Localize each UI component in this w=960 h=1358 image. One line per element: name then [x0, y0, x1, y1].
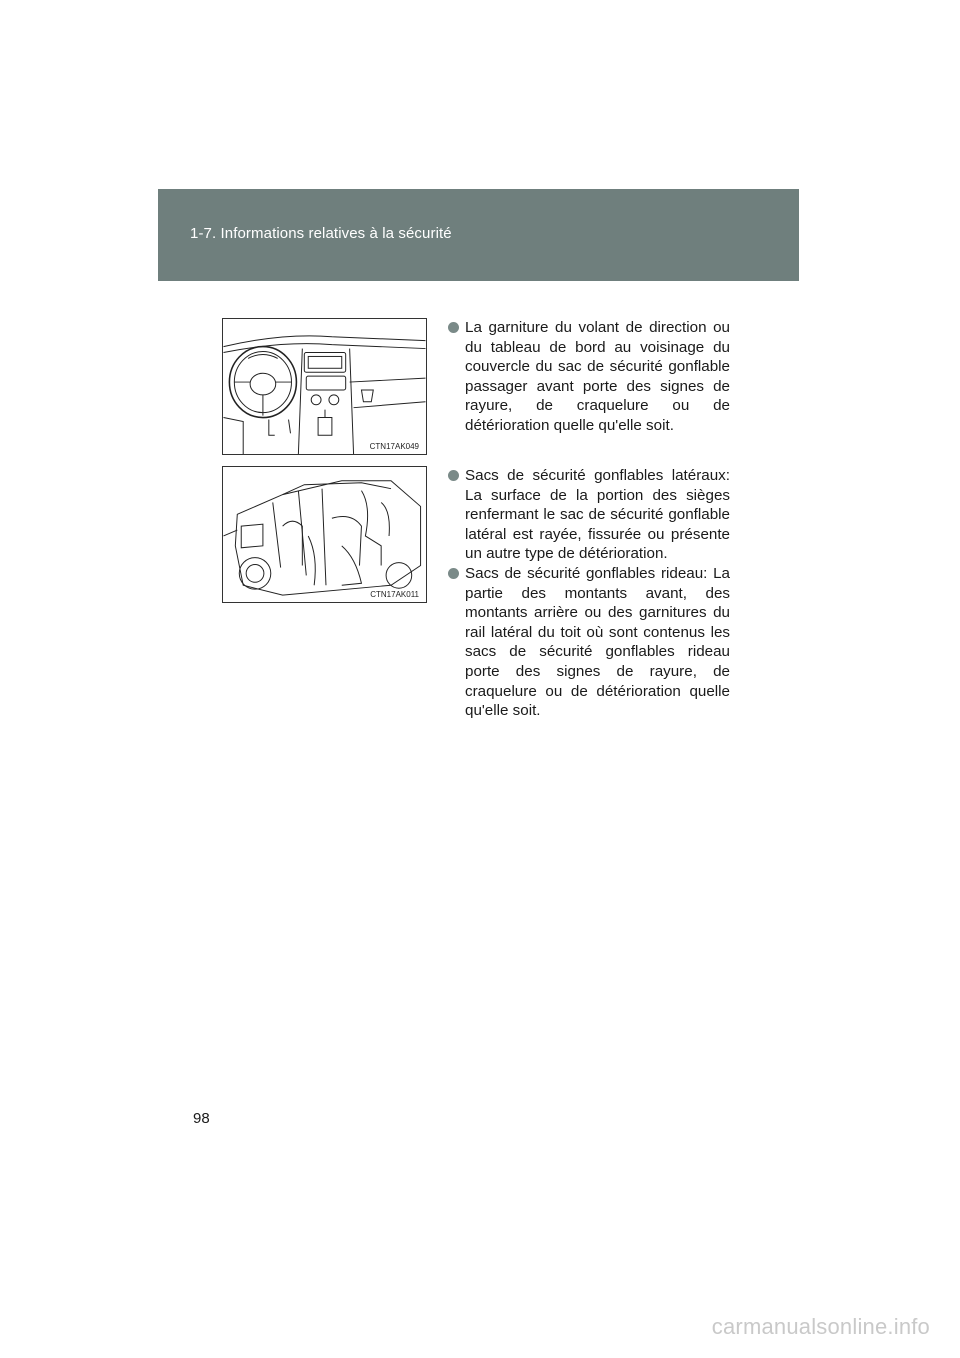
section-header-band — [158, 189, 799, 281]
bullet-text: La garniture du volant de direction ou du tableau de bord au voisinage du couvercle du sac de sécurité gonflable passager avant porte des signes de rayure, de craquelure ou de détérioration quelle qu'elle soit. — [465, 319, 730, 434]
bullet-dot-icon — [448, 568, 459, 579]
bullet-text: Sacs de sécurité gonflables rideau: La partie des montants avant, des montants arrière ou des garnitures du rail latéral du toit où sont contenus les sacs de sécurité gonflables rideau porte des signes de rayure, de craquelure ou de détérioration quelle qu'elle soit. — [465, 565, 730, 720]
bullet-dot-icon — [448, 322, 459, 333]
bullet-item — [448, 564, 730, 721]
dashboard-steering-wheel-illustration-icon — [223, 319, 426, 454]
bullet-item — [448, 318, 730, 436]
page-number: 98 — [193, 1110, 210, 1127]
watermark: carmanualsonline.info — [711, 1314, 930, 1339]
bullet-item — [448, 466, 730, 564]
bullet-text: Sacs de sécurité gonflables latéraux: La surface de la portion des sièges renfermant le sac de sécurité gonflable latéral est rayée, fissurée ou présente un autre type de détérioration. — [465, 467, 730, 563]
dashboard-figure — [222, 318, 427, 455]
bullet-dot-icon — [448, 470, 459, 481]
figure-code: CTN17AK049 — [369, 442, 419, 451]
car-interior-airbag-illustration-icon — [223, 467, 426, 602]
section-title: 1-7. Informations relatives à la sécurité — [190, 225, 452, 242]
figure-code: CTN17AK011 — [370, 590, 419, 599]
car-interior-figure — [222, 466, 427, 603]
